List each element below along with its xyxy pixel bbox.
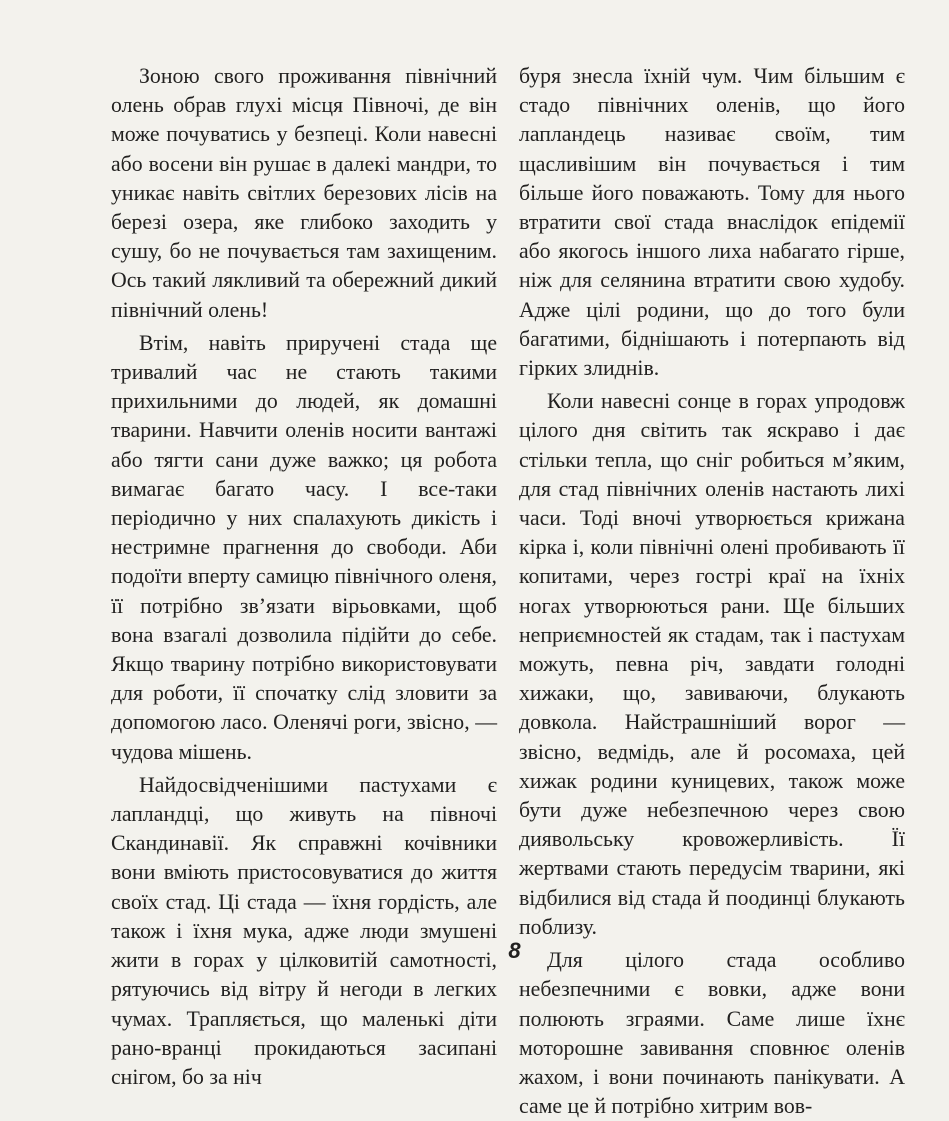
paragraph: буря знесла їхній чум. Чим більшим є стадо північних оленів, що його лапландець називає своїм, тим щасливішим він почувається і тим більше його поважають. Тому для нього втратити свої стада внаслідок епідемії або якогось іншого лиха набагато гірше, ніж для селянина втратити свою худобу. Адже цілі родини, що до того були багатими, біднішають і потерпають від гірких злиднів. [519,64,905,381]
paragraph: Коли навесні сонце в горах упродовж цілого дня світить так яскраво і дає стільки тепла, що сніг робиться м’яким, для стад північних оленів настають лихі часи. Тоді вночі утворюється крижана кірка і, коли північні олені пробивають її копитами, через гострі краї на їхніх ногах утворюються рани. Ще більших неприємностей як стадам, так і пастухам можуть, певна річ, завдати голодні хижаки, що, завиваючи, блукають довкола. Найстрашніший ворог — звісно, ведмідь, але й росомаха, цей хижак родини куницевих, також може бути дуже небезпечною через свою диявольську кровожерливість. Її жертвами стають передусім тварини, які відбилися від стада й поодинці блукають поблизу. [519,389,905,939]
paragraph: Втім, навіть приручені стада ще тривалий час не стають такими прихильними до людей, як домашні тварини. Навчити оленів носити вантажі або тягти сани дуже важко; ця робота вимагає багато часу. І все-таки періодично у них спалахують дикість і нестримне прагнення до свободи. Аби подоїти вперту самицю північного оленя, її потрібно зв’язати вірьовками, щоб вона взагалі дозволила підійти до себе. Якщо тварину потрібно використовувати для роботи, її спочатку слід зловити за допомогою ласо. Оленячі роги, звісно, — чудова мішень. [111,330,497,764]
paragraph: Найдосвідченішими пастухами є лапландці, що живуть на півночі Скандинавії. Як справжні кочівники вони вміють пристосовуватися до життя своїх стад. Ці стада — їхня гордість, але також і їхня мука, адже люди змушені жити в горах у цілковитій самотності, рятуючись від вітру й негоди в легких чумах. Трапляється, що маленькі діти рано-вранці прокидаються засипані снігом, бо за ніч [111,772,497,1089]
paragraph: Зоною свого проживання північний олень обрав глухі місця Півночі, де він може почуватись у безпеці. Коли навесні або восени він рушає в далекі мандри, то уникає навіть світлих березових лісів на березі озера, яке глибоко заходить у сушу, бо не почувається там захищеним. Ось такий лякливий та обережний дикий північний олень! [111,64,497,322]
paragraph: Для цілого стада особливо небезпечними є вовки, адже вони полюють зграями. Саме лише їхнє моторошне завивання сповнює оленів жахом, і вони починають панікувати. А саме це й потрібно хитрим вов- [519,948,905,1119]
page-number: 8 [508,938,521,963]
